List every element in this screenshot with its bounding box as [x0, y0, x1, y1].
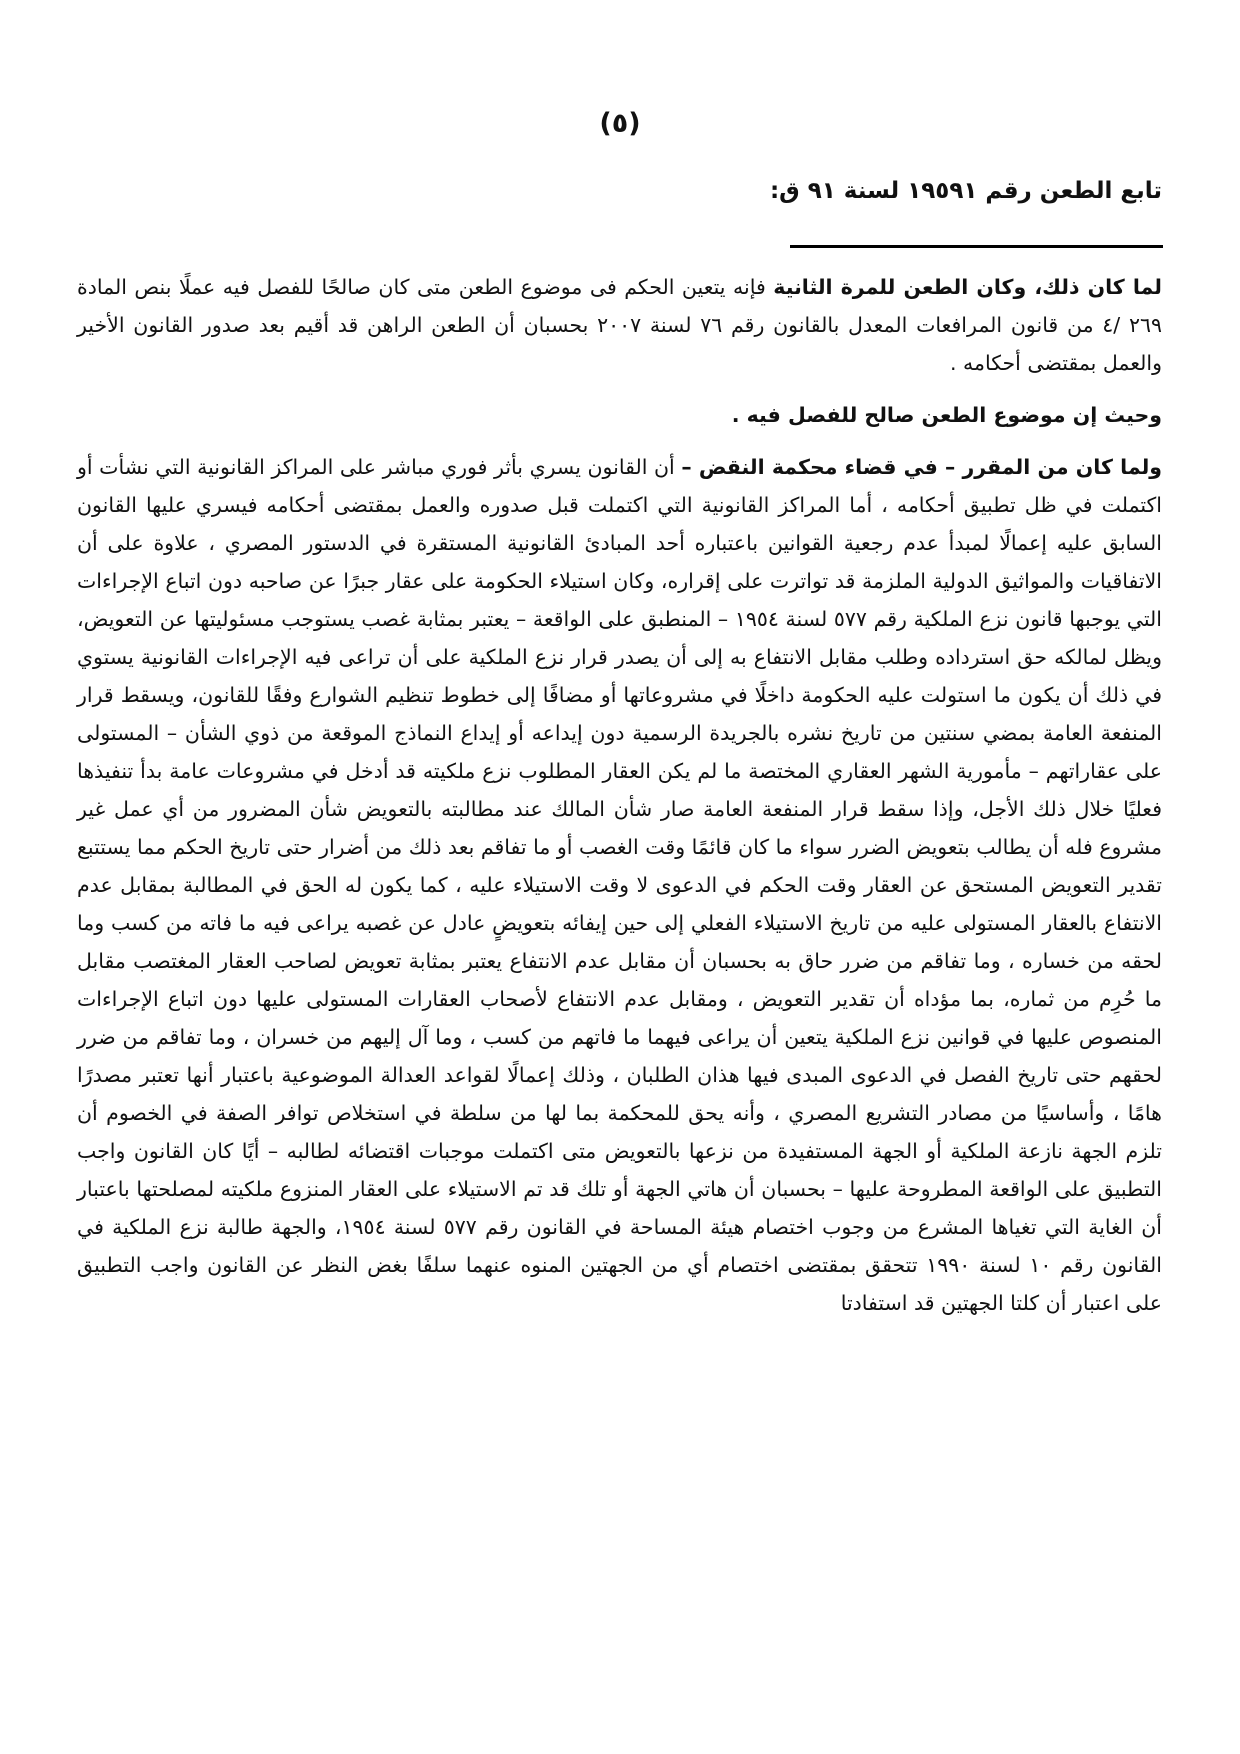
paragraph-text: فإنه يتعين الحكم فى موضوع الطعن متى كان صالحًا للفصل فيه عملًا بنص المادة ٢٦٩ /٤ من قانون المرافعات المعدل بالقانون رقم ٧٦ لسنة ٢٠٠٧ بحسبان أن الطعن الراهن قد أقيم بعد صدور القانون الأخير والعمل بمقتضى أحكامه . — [77, 275, 1162, 375]
header-divider — [790, 245, 1163, 248]
paragraph-remand — [77, 268, 1162, 382]
page-number: (٥) — [599, 108, 641, 139]
paragraph-lead: لما كان ذلك، وكان الطعن للمرة الثانية — [773, 275, 1162, 299]
paragraph-precedent — [77, 448, 1162, 1322]
paragraph-lead: ولما كان من المقرر – في قضاء محكمة النقض – — [681, 455, 1163, 479]
paragraph-text: أن القانون يسري بأثر فوري مباشر على المراكز القانونية التي نشأت أو اكتملت في ظل تطبيق أحكامه ، أما المراكز القانونية التي اكتملت قبل صدوره والعمل بمقتضى أحكامه فيسري عليها القانون السابق عليه إعمالًا لمبدأ عدم رجعية القوانين باعتباره أحد المبادئ القانونية المستقرة في الدستور المصري ، علاوة على أن الاتفاقيات والمواثيق الدولية الملزمة قد تواترت على إقراره، وكان استيلاء الحكومة على عقار جبرًا عن صاحبه دون اتباع الإجراءات التي يوجبها قانون نزع الملكية رقم ٥٧٧ لسنة ١٩٥٤ – المنطبق على الواقعة – يعتبر بمثابة غصب يستوجب مسئوليتها عن التعويض، ويظل لمالكه حق استرداده وطلب مقابل الانتفاع به إلى أن يصدر قرار نزع الملكية على أن تراعى فيه الإجراءات القانونية يستوي في ذلك أن يكون ما استولت عليه الحكومة داخلًا في مشروعاتها أو مضافًا إلى خطوط تنظيم الشوارع وفقًا للقانون، ويسقط قرار المنفعة العامة بمضي سنتين من تاريخ نشره بالجريدة الرسمية دون إيداعه أو إيداع النماذج الموقعة من ذوي الشأن – المستولى على عقاراتهم – مأمورية الشهر العقاري المختصة ما لم يكن العقار المطلوب نزع ملكيته قد أدخل في مشروعات عامة بدأ تنفيذها فعليًا خلال ذلك الأجل، وإذا سقط قرار المنفعة العامة صار شأن المالك عند مطالبته بالتعويض شأن المضرور من أي عمل غير مشروع فله أن يطالب بتعويض الضرر سواء ما كان قائمًا وقت الغصب أو ما تفاقم بعد ذلك من أضرار حتى تاريخ الحكم مما يستتبع تقدير التعويض المستحق عن العقار وقت الحكم في الدعوى لا وقت الاستيلاء عليه ، كما يكون له الحق في المطالبة بمقابل عدم الانتفاع بالعقار المستولى عليه من تاريخ الاستيلاء الفعلي إلى حين إيفائه بتعويضٍ عادل عن غصبه يراعى فيه ما فاته من كسب وما لحقه من خساره ، وما تفاقم من ضرر حاق به بحسبان أن مقابل عدم الانتفاع يعتبر بمثابة تعويض لصاحب العقار المغتصب مقابل ما حُرِم من ثماره، بما مؤداه أن تقدير التعويض ، ومقابل عدم الانتفاع لأصحاب العقارات المستولى عليها دون اتباع الإجراءات المنصوص عليها في قوانين نزع الملكية يتعين أن يراعى فيهما ما فاتهم من كسب ، وما آل إليهم من خسران ، وما تفاقم من ضرر لحقهم حتى تاريخ الفصل في الدعوى المبدى فيها هذان الطلبان ، وذلك إعمالًا لقواعد العدالة الموضوعية باعتبار أنها تعتبر مصدرًا هامًا ، وأساسيًا من مصادر التشريع المصري ، وأنه يحق للمحكمة بما لها من سلطة في استخلاص توافر الصفة في الخصوم أن تلزم الجهة نازعة الملكية أو الجهة المستفيدة من نزعها بالتعويض متى اكتملت موجبات اقتضائه لطالبه – أيًا كان القانون واجب التطبيق على الواقعة المطروحة عليها – بحسبان أن هاتي الجهة أو تلك قد تم الاستيلاء على العقار المنزوع ملكيته لمصلحتها باعتبار أن الغاية التي تغياها المشرع من وجوب اختصام هيئة المساحة في القانون رقم ٥٧٧ لسنة ١٩٥٤، والجهة طالبة نزع الملكية في القانون رقم ١٠ لسنة ١٩٩٠ تتحقق بمقتضى اختصام أي من الجهتين المنوه عنهما سلفًا بغض النظر عن القانون واجب التطبيق على اعتبار أن كلتا الجهتين قد استفادتا — [77, 455, 1162, 1315]
document-body — [77, 268, 1162, 1336]
case-header: تابع الطعن رقم ١٩٥٩١ لسنة ٩١ ق: — [769, 178, 1162, 204]
paragraph-ready: وحيث إن موضوع الطعن صالح للفصل فيه . — [731, 403, 1162, 427]
